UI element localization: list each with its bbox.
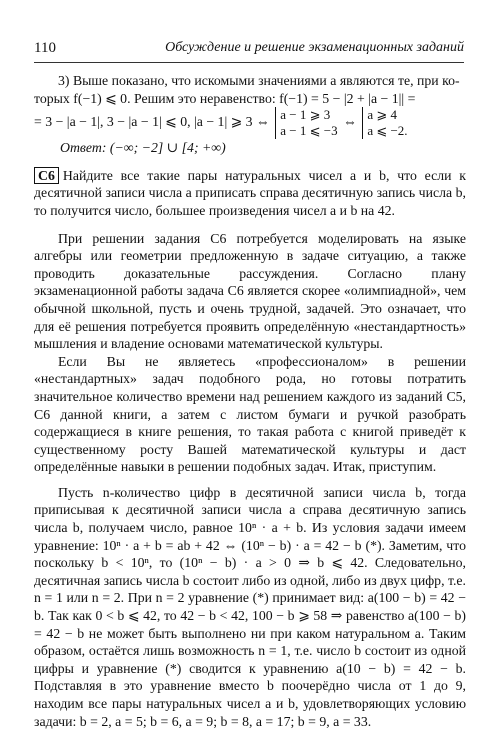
part3-line3-text: = 3 − |a − 1|, 3 − |a − 1| ⩽ 0, |a − 1| ⩾ 3 ⇔	[34, 114, 270, 130]
page-number: 110	[34, 40, 56, 56]
task-label: C6	[34, 167, 59, 184]
solution-part-3	[34, 72, 466, 157]
answer-line: Ответ: (−∞; −2] ∪ [4; +∞)	[60, 140, 226, 156]
system2-line-a: a ⩾ 4	[367, 107, 397, 123]
system1-line-b: a − 1 ⩽ −3	[280, 123, 338, 139]
system1-line-a: a − 1 ⩾ 3	[280, 107, 331, 123]
page-header	[34, 40, 464, 63]
page-content	[34, 72, 466, 730]
task-text: Найдите все такие пары натуральных чисел a и b, что если к десятичной записи числа a приписать справа десятичную запись числа b, то получится число, большее произведения чисел a и b на 42.	[34, 167, 466, 218]
inequality-system-2	[362, 107, 407, 139]
part3-line2: торых f(−1) ⩽ 0. Решим это неравенство: f(−1) = 5 − |2 + |a − 1|| =	[34, 90, 416, 106]
running-title: Обсуждение и решение экзаменационных заданий	[165, 40, 464, 55]
paragraph-3: Пусть n-количество цифр в десятичной записи числа b, тогда приписывая к десятичной записи числа a справа десятичную запись числа b, получаем число, равное 10ⁿ · a + b. Из условия задачи имеем уравнение: 10ⁿ · a + b = ab + 42 ⇔ (10ⁿ − b) · a = 42 − b (*). Заметим, что поскольку b < 10ⁿ, то (10ⁿ − b) · a > 0 ⇒ b ⩽ 42. Следовательно, десятичная запись числа b состоит либо из одной, либо из двух цифр, т.е. n = 1 или n = 2. При n = 2 уравнение (*) принимает вид: a(100 − b) = 42 − b. Так как 0 < b ⩽ 42, то 42 − b < 42, 100 − b ⩾ 58 ⇒ равенство a(100 − b) = 42 − b не может быть выполнено ни при каком натуральном a. Таким образом, остаётся лишь возможность n = 1, т.е. число b состоит из одной цифры и уравнение (*) сводится к уравнению a(10 − b) = 42 − b. Подставляя в это уравнение вместо b поочерёдно числа от 1 до 9, находим все пары натуральных чисел a и b, удовлетворяющих условию задачи: b = 2, a = 5; b = 6, a = 9; b = 8, a = 17; b = 9, a = 33.	[34, 484, 466, 729]
inequality-system-1	[275, 107, 337, 139]
equivalence-arrow: ⇔	[343, 114, 357, 130]
paragraph-2: Если Вы не являетесь «профессионалом» в решении «нестандартных» задач подобного рода, но готовы потратить значительное количество времени над решением каждого из заданий C5, C6 данной книги, а затем с листом бумаги и ручкой разобрать содержащиеся в книге решения, то такая работа с книгой приведёт к существенному росту Вашей математической культуры и даст определённые навыки в решении подобных задач. Итак, приступим.	[34, 353, 466, 475]
part3-line3	[34, 107, 466, 139]
system2-line-b: a ⩽ −2.	[367, 123, 408, 139]
paragraph-1: При решении задания C6 потребуется моделировать на языке алгебры или геометрии предложенную в задаче ситуацию, а также проводить доказательные рассуждения. Согласно плану экзаменационной работы задача C6 является скорее «олимпиадной», чем обычной школьной, пусть и очень трудной, задачей. Это означает, что для её решения потребуется проявить определённую «нестандартность» мышления и владение основами математической культуры.	[34, 230, 466, 352]
task-c6	[34, 167, 466, 220]
part3-line1: 3) Выше показано, что искомыми значениями a являются те, при ко-	[58, 73, 460, 88]
